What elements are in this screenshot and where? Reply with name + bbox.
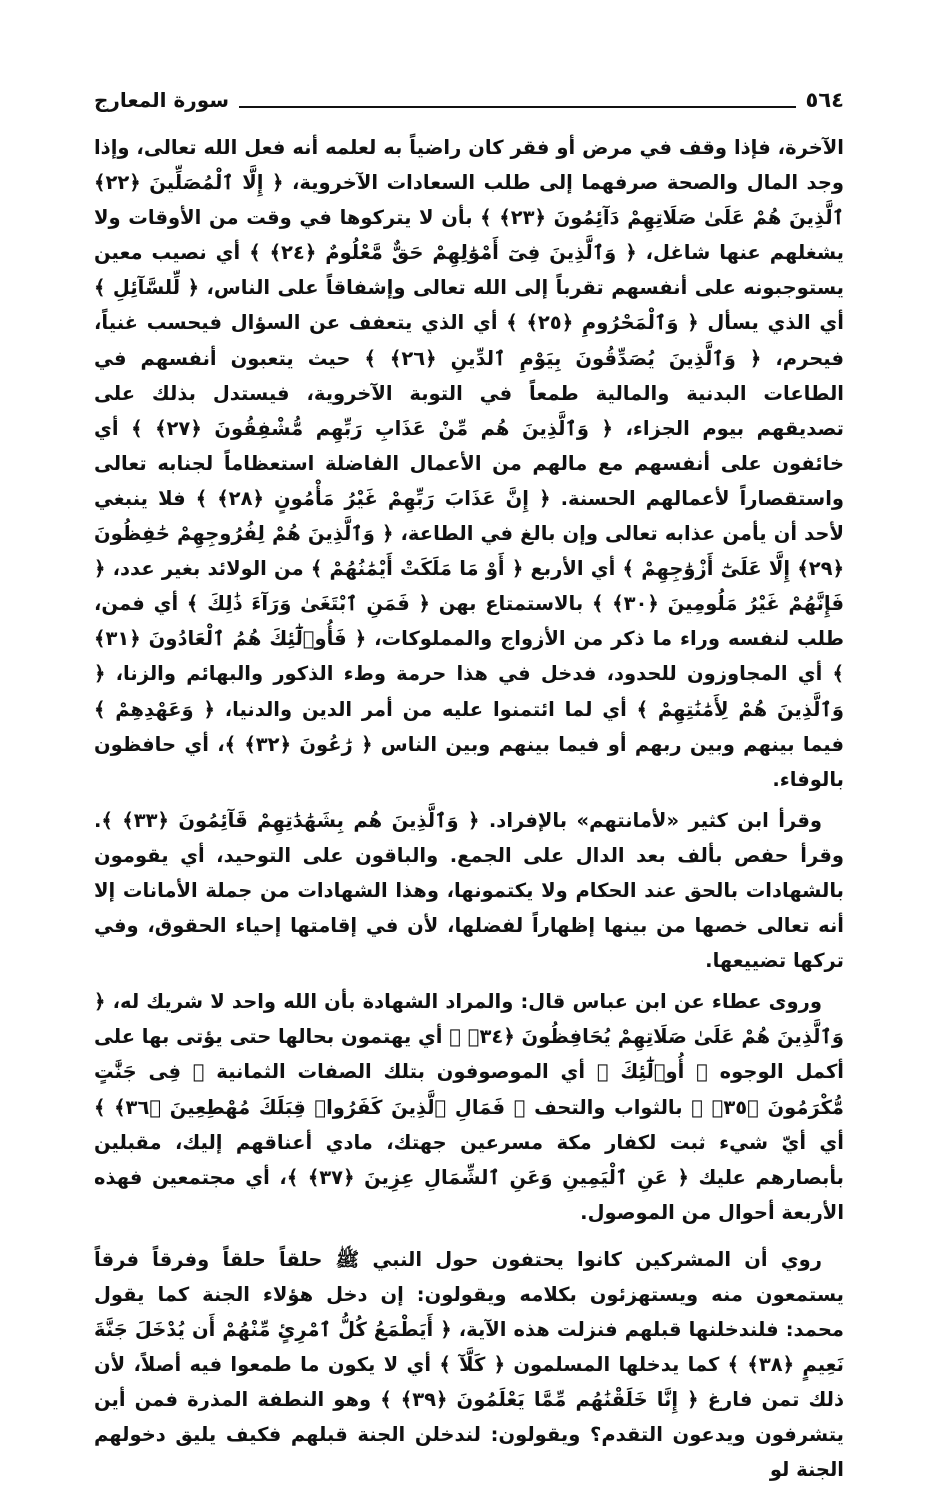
page-number: ٥٦٤ (805, 88, 844, 112)
surah-title: سورة المعارج (94, 88, 229, 112)
paragraph-3: وروى عطاء عن ابن عباس قال: والمراد الشهادة بأن الله واحد لا شريك له، ﴿ وَٱلَّذِينَ هُمْ عَلَىٰ صَلَاتِهِمْ يُحَافِظُونَ ﴿٣٤﴾ ﴾ أي يهتمون بحالها حتى يؤتى بها على أكمل الوجوه ﴿ أُو۟لَٰٓئِكَ ﴾ أي الموصوفون بتلك الصفات الثمانية ﴿ فِى جَنَّٰتٍ مُّكْرَمُونَ ﴿٣٥﴾ ﴾ بالثواب والتحف ﴿ فَمَالِ ٱلَّذِينَ كَفَرُوا۟ قِبَلَكَ مُهْطِعِينَ ﴿٣٦﴾ ﴾ أي أيّ شيء ثبت لكفار مكة مسرعين جهتك، مادي أعناقهم إليك، مقبلين بأبصارهم عليك ﴿ عَنِ ٱلْيَمِينِ وَعَنِ ٱلشِّمَالِ عِزِينَ ﴿٣٧﴾ ﴾، أي مجتمعين فهذه الأربعة أحوال من الموصول. (94, 990, 845, 1224)
paragraph-2: وقرأ ابن كثير «لأمانتهم» بالإفراد. ﴿ وَٱلَّذِينَ هُم بِشَهَٰدَٰتِهِمْ قَآئِمُونَ ﴿٣٣﴾ ﴾. وقرأ حفص بألف بعد الدال على الجمع. والباقون على التوحيد، أي يقومون بالشهادات بالحق عند الحكام ولا يكتمونها، وهذا الشهادات من جملة الأمانات إلا أنه تعالى خصها من بينها إظهاراً لفضلها، لأن في إقامتها إحياء الحقوق، وفي تركها تضييعها. (94, 808, 844, 973)
header-rule (239, 106, 796, 108)
paragraph-4: روي أن المشركين كانوا يحتفون حول النبي ﷺ حلقاً حلقاً وفرقاً فرقاً يستمعون منه ويستهزئون بكلامه ويقولون: إن دخل هؤلاء الجنة كما يقول محمد: فلندخلنها قبلهم فنزلت هذه الآية، ﴿ أَيَطْمَعُ كُلُّ ٱمْرِئٍ مِّنْهُمْ أَن يُدْخَلَ جَنَّةَ نَعِيمٍ ﴿٣٨﴾ ﴾ كما يدخلها المسلمون ﴿ كَلَّآ ﴾ أي لا يكون ما طمعوا فيه أصلاً، لأن ذلك تمن فارغ ﴿ إِنَّا خَلَقْنَٰهُم مِّمَّا يَعْلَمُونَ ﴿٣٩﴾ ﴾ وهو النطفة المذرة فمن أين يتشرفون ويدعون التقدم؟ ويقولون: لندخلن الجنة قبلهم فكيف يليق دخولهم الجنة لو (94, 1247, 844, 1482)
page-body (94, 130, 844, 1488)
paragraph-1: الآخرة، فإذا وقف في مرض أو فقر كان راضياً به لعلمه أنه فعل الله تعالى، وإذا وجد المال والصحة صرفهما إلى طلب السعادات الآخروية، ﴿ إِلَّا ٱلْمُصَلِّينَ ﴿٢٢﴾ ٱلَّذِينَ هُمْ عَلَىٰ صَلَاتِهِمْ دَآئِمُونَ ﴿٢٣﴾ ﴾ بأن لا يتركوها في وقت من الأوقات ولا يشغلهم عنها شاغل، ﴿ وَٱلَّذِينَ فِىٓ أَمْوَٰلِهِمْ حَقٌّ مَّعْلُومٌ ﴿٢٤﴾ ﴾ أي نصيب معين يستوجبونه على أنفسهم تقرباً إلى الله تعالى وإشفاقاً على الناس، ﴿ لِّلسَّآئِلِ ﴾ أي الذي يسأل ﴿ وَٱلْمَحْرُومِ ﴿٢٥﴾ ﴾ أي الذي يتعفف عن السؤال فيحسب غنياً، فيحرم، ﴿ وَٱلَّذِينَ يُصَدِّقُونَ بِيَوْمِ ٱلدِّينِ ﴿٢٦﴾ ﴾ حيث يتعبون أنفسهم في الطاعات البدنية والمالية طمعاً في التوبة الآخروية، فيستدل بذلك على تصديقهم بيوم الجزاء، ﴿ وَٱلَّذِينَ هُم مِّنْ عَذَابِ رَبِّهِم مُّشْفِقُونَ ﴿٢٧﴾ ﴾ أي خائفون على أنفسهم مع مالهم من الأعمال الفاضلة استعظاماً لجنابه تعالى واستقصاراً لأعمالهم الحسنة. ﴿ إِنَّ عَذَابَ رَبِّهِمْ غَيْرُ مَأْمُونٍ ﴿٢٨﴾ ﴾ فلا ينبغي لأحد أن يأمن عذابه تعالى وإن بالغ في الطاعة، ﴿ وَٱلَّذِينَ هُمْ لِفُرُوجِهِمْ حَٰفِظُونَ ﴿٢٩﴾ إِلَّا عَلَىٰٓ أَزْوَٰجِهِمْ ﴾ أي الأربع ﴿ أَوْ مَا مَلَكَتْ أَيْمَٰنُهُمْ ﴾ من الولائد بغير عدد، ﴿ فَإِنَّهُمْ غَيْرُ مَلُومِينَ ﴿٣٠﴾ ﴾ بالاستمتاع بهن ﴿ فَمَنِ ٱبْتَغَىٰ وَرَآءَ ذَٰلِكَ ﴾ أي فمن، طلب لنفسه وراء ما ذكر من الأزواج والمملوكات، ﴿ فَأُو۟لَٰٓئِكَ هُمُ ٱلْعَادُونَ ﴿٣١﴾ ﴾ أي المجاوزون للحدود، فدخل في هذا حرمة وطء الذكور والبهائم والزنا، ﴿ وَٱلَّذِينَ هُمْ لِأَمَٰنَٰتِهِمْ ﴾ أي لما ائتمنوا عليه من أمر الدين والدنيا، ﴿ وَعَهْدِهِمْ ﴾ فيما بينهم وبين ربهم أو فيما بينهم وبين الناس ﴿ رَٰعُونَ ﴿٣٢﴾ ﴾، أي حافظون بالوفاء. (94, 136, 844, 791)
page-header (94, 84, 844, 114)
